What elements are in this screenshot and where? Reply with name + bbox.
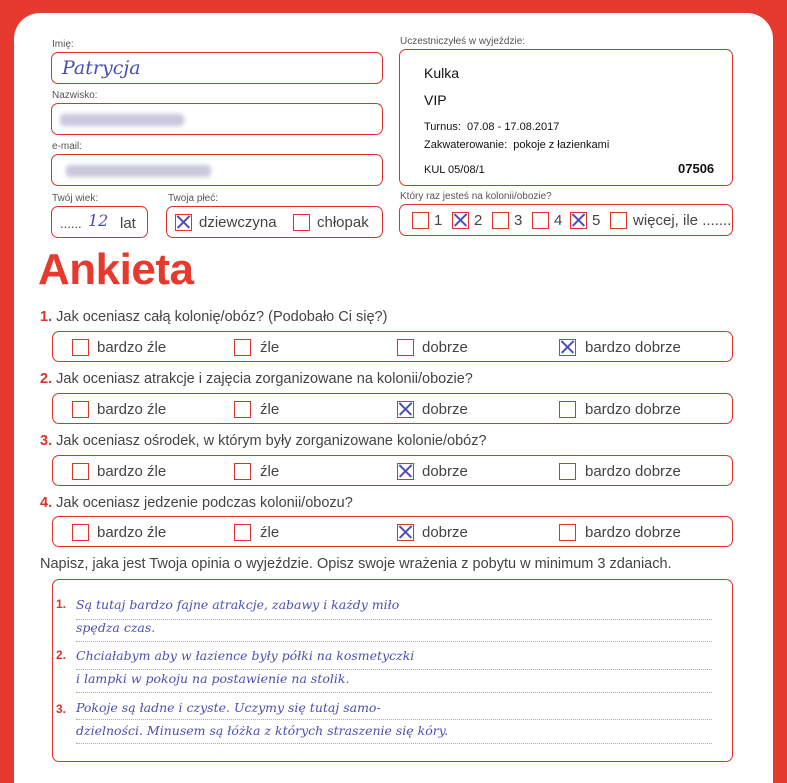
question-4-options bbox=[52, 516, 733, 547]
opinion-prompt: Napisz, jaka jest Twoja opinia o wyjeździe. Opisz swoje wrażenia z pobytu w minimum 3 zdaniach. bbox=[40, 556, 672, 572]
times-more-label: więcej, ile ....... bbox=[633, 212, 732, 229]
opinion-3-line-2: dzielności. Minusem są łóżka z których straszenie się kóry. bbox=[76, 723, 449, 738]
q4-option-2-checkbox[interactable] bbox=[234, 524, 251, 541]
rule-line bbox=[76, 619, 712, 620]
question-2-text: Jak oceniasz atrakcje i zajęcia zorganizowane na kolonii/obozie? bbox=[56, 371, 473, 387]
times-label: Który raz jesteś na kolonii/obozie? bbox=[400, 191, 552, 202]
email-field[interactable] bbox=[51, 154, 383, 186]
age-value: 12 bbox=[88, 211, 109, 230]
trip-name: Kulka bbox=[424, 65, 460, 81]
q2-option-1-label: bardzo źle bbox=[97, 401, 167, 418]
gender-label: Twoja płeć: bbox=[168, 193, 219, 204]
q2-option-4-label: bardzo dobrze bbox=[585, 401, 681, 418]
surname-label: Nazwisko: bbox=[52, 90, 98, 101]
accommodation-label: Zakwaterowanie: bbox=[424, 139, 508, 151]
q4-option-3-checkbox[interactable] bbox=[397, 524, 414, 541]
opinion-1-number: 1. bbox=[56, 597, 67, 611]
opinion-1-line-2: spędza czas. bbox=[76, 620, 156, 635]
times-2-checkbox[interactable] bbox=[452, 212, 469, 229]
question-3-number: 3. bbox=[40, 433, 53, 449]
accommodation-row bbox=[424, 139, 609, 151]
times-5-label: 5 bbox=[592, 212, 601, 229]
q1-option-2-label: źle bbox=[260, 339, 280, 356]
turnus-row bbox=[424, 121, 559, 133]
q3-option-1-checkbox[interactable] bbox=[72, 463, 89, 480]
question-3 bbox=[40, 433, 487, 449]
q3-option-1-label: bardzo źle bbox=[97, 463, 167, 480]
gender-female-checkbox[interactable] bbox=[175, 214, 192, 231]
question-3-options bbox=[52, 455, 733, 486]
q1-option-3-checkbox[interactable] bbox=[397, 339, 414, 356]
q1-option-2-checkbox[interactable] bbox=[234, 339, 251, 356]
q2-option-4-checkbox[interactable] bbox=[559, 401, 576, 418]
opinion-1-line-1: Są tutaj bardzo fajne atrakcje, zabawy i każdy miło bbox=[76, 597, 400, 612]
question-2 bbox=[40, 371, 473, 387]
times-3-checkbox[interactable] bbox=[492, 212, 509, 229]
q1-option-1-checkbox[interactable] bbox=[72, 339, 89, 356]
times-1-checkbox[interactable] bbox=[412, 212, 429, 229]
q1-option-1-label: bardzo źle bbox=[97, 339, 167, 356]
age-field[interactable] bbox=[51, 206, 148, 238]
email-label: e-mail: bbox=[52, 141, 83, 152]
q4-option-4-checkbox[interactable] bbox=[559, 524, 576, 541]
gender-male-label: chłopak bbox=[317, 214, 369, 231]
times-3-label: 3 bbox=[514, 212, 523, 229]
q1-option-3-label: dobrze bbox=[422, 339, 468, 356]
question-4-text: Jak oceniasz jedzenie podczas kolonii/obozu? bbox=[56, 495, 353, 511]
q4-option-1-checkbox[interactable] bbox=[72, 524, 89, 541]
times-4-label: 4 bbox=[554, 212, 563, 229]
turnus-label: Turnus: bbox=[424, 121, 461, 133]
question-1 bbox=[40, 309, 387, 325]
gender-male-checkbox[interactable] bbox=[293, 214, 310, 231]
opinion-2-line-1: Chciałabym aby w łazience były półki na kosmetyczki bbox=[76, 648, 415, 663]
q1-option-4-label: bardzo dobrze bbox=[585, 339, 681, 356]
q3-option-3-label: dobrze bbox=[422, 463, 468, 480]
age-unit: lat bbox=[120, 215, 136, 232]
times-5-checkbox[interactable] bbox=[570, 212, 587, 229]
q4-option-4-label: bardzo dobrze bbox=[585, 524, 681, 541]
question-1-text: Jak oceniasz całą kolonię/obóz? (Podobało Ci się?) bbox=[56, 309, 388, 325]
trip-label: Uczestniczyłeś w wyjeździe: bbox=[400, 36, 526, 47]
trip-type: VIP bbox=[424, 92, 447, 108]
gender-field bbox=[166, 206, 383, 238]
surname-field[interactable] bbox=[51, 103, 383, 135]
times-4-checkbox[interactable] bbox=[532, 212, 549, 229]
trip-number: 07506 bbox=[678, 161, 715, 176]
question-4 bbox=[40, 495, 353, 511]
question-2-options bbox=[52, 393, 733, 424]
name-value: Patrycja bbox=[62, 57, 141, 79]
turnus-value: 07.08 - 17.08.2017 bbox=[467, 121, 560, 133]
accommodation-value: pokoje z łazienkami bbox=[513, 139, 610, 151]
name-label: Imię: bbox=[52, 39, 74, 50]
times-more-checkbox[interactable] bbox=[610, 212, 627, 229]
question-1-options bbox=[52, 331, 733, 362]
q3-option-2-label: źle bbox=[260, 463, 280, 480]
question-4-number: 4. bbox=[40, 495, 53, 511]
question-3-text: Jak oceniasz ośrodek, w którym były zorganizowane kolonie/obóz? bbox=[56, 433, 487, 449]
redacted-email bbox=[66, 165, 211, 177]
q3-option-2-checkbox[interactable] bbox=[234, 463, 251, 480]
times-2-label: 2 bbox=[474, 212, 483, 229]
age-dots: ...... bbox=[60, 216, 82, 231]
gender-female-label: dziewczyna bbox=[199, 214, 277, 231]
q4-option-1-label: bardzo źle bbox=[97, 524, 167, 541]
q4-option-2-label: źle bbox=[260, 524, 280, 541]
q3-option-3-checkbox[interactable] bbox=[397, 463, 414, 480]
redacted-surname bbox=[60, 114, 184, 126]
q3-option-4-checkbox[interactable] bbox=[559, 463, 576, 480]
q2-option-1-checkbox[interactable] bbox=[72, 401, 89, 418]
q4-option-3-label: dobrze bbox=[422, 524, 468, 541]
q2-option-2-checkbox[interactable] bbox=[234, 401, 251, 418]
q1-option-4-checkbox[interactable] bbox=[559, 339, 576, 356]
rule-line bbox=[76, 641, 712, 642]
age-label: Twój wiek: bbox=[52, 193, 99, 204]
q3-option-4-label: bardzo dobrze bbox=[585, 463, 681, 480]
opinion-2-number: 2. bbox=[56, 648, 67, 662]
opinion-2-line-2: i lampki w pokoju na postawienie na stolik. bbox=[76, 671, 350, 686]
question-2-number: 2. bbox=[40, 371, 53, 387]
trip-box bbox=[399, 49, 733, 186]
opinion-3-number: 3. bbox=[56, 702, 67, 716]
times-1-label: 1 bbox=[434, 212, 443, 229]
times-field bbox=[399, 204, 733, 236]
q2-option-3-checkbox[interactable] bbox=[397, 401, 414, 418]
trip-code: KUL 05/08/1 bbox=[424, 164, 485, 176]
q2-option-3-label: dobrze bbox=[422, 401, 468, 418]
question-1-number: 1. bbox=[40, 309, 53, 325]
name-field[interactable] bbox=[51, 52, 383, 84]
opinion-3-line-1: Pokoje są ładne i czyste. Uczymy się tutaj samo- bbox=[76, 700, 381, 715]
q2-option-2-label: źle bbox=[260, 401, 280, 418]
survey-title: Ankieta bbox=[38, 245, 194, 294]
